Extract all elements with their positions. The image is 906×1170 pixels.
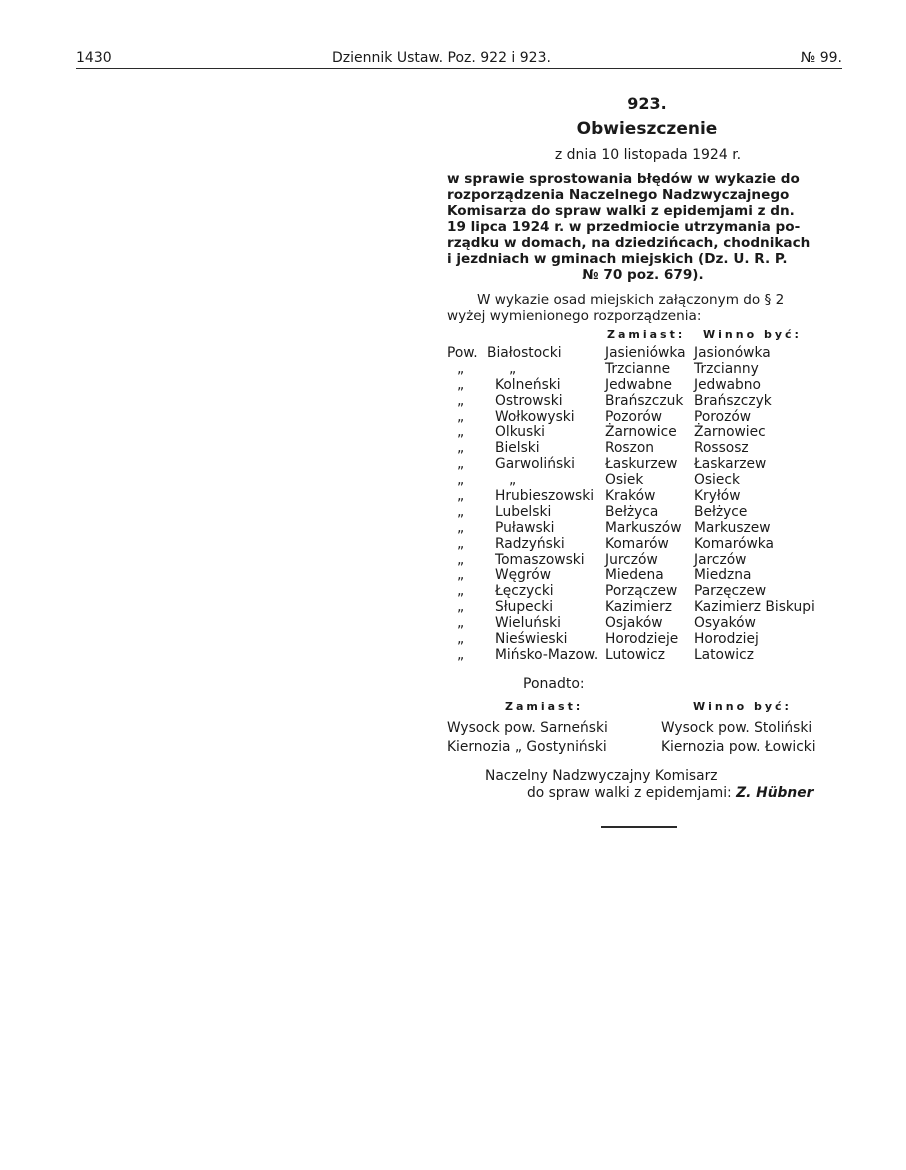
pow-label: „ [457, 615, 465, 632]
instead-value: Osiek [605, 472, 644, 489]
page-header [76, 46, 842, 70]
subject-line: rozporządzenia Naczelnego Nadzwyczajnego [447, 187, 790, 203]
end-divider [601, 826, 677, 828]
instead-value: Jurczów [605, 551, 658, 568]
subject-line: 19 lipca 1924 r. w przedmiocie utrzymania po- [447, 219, 801, 235]
ponadto-should: Kiernozia pow. Łowicki [661, 738, 816, 755]
instead-value: Kazimierz [605, 599, 673, 616]
instead-value: Horodzieje [605, 631, 679, 648]
table-row [447, 553, 839, 569]
pow-label: „ [457, 440, 465, 457]
should-value: Horodziej [694, 631, 759, 648]
powiat-name: Lubelski [495, 503, 552, 520]
table-row [447, 441, 839, 457]
notice-number: 923. [627, 94, 667, 113]
pow-label: „ [457, 503, 465, 520]
issue-number: № 99. [800, 50, 842, 66]
pow-label: „ [457, 376, 465, 393]
pow-label: „ [457, 535, 465, 552]
table-row [447, 648, 839, 664]
instead-value: Jedwabne [605, 376, 673, 393]
should-value: Markuszew [694, 519, 771, 536]
table-row [447, 346, 839, 362]
corrections-table [447, 326, 839, 664]
intro-line: W wykazie osad miejskich załączonym do § 2 [477, 292, 785, 308]
notice-subject [447, 171, 839, 283]
should-value: Porozów [694, 408, 752, 425]
pow-label: „ [457, 631, 465, 648]
notice-date: z dnia 10 listopada 1924 r. [554, 147, 742, 163]
ponadto-header [447, 696, 839, 718]
ponadto-row [447, 739, 839, 756]
journal-title: Dziennik Ustaw. Poz. 922 i 923. [332, 50, 551, 66]
subject-line: № 70 poz. 679). [582, 267, 704, 283]
pow-label: „ [457, 583, 465, 600]
should-value: Jedwabno [694, 376, 761, 393]
instead-value: Jasieniówka [605, 345, 686, 361]
header-divider [76, 68, 842, 69]
powiat-name: Kolneński [495, 376, 561, 393]
table-body [447, 346, 839, 664]
subject-line: i jezdniach w gminach miejskich (Dz. U. R. P. [447, 251, 788, 267]
powiat-name: Mińsko-Mazow. [495, 646, 599, 663]
table-row [447, 425, 839, 441]
should-value: Osyaków [694, 615, 756, 632]
table-row [447, 600, 839, 616]
signature-line2: do spraw walki z epidemjami: [527, 784, 732, 801]
powiat-name: „ [509, 472, 517, 489]
powiat-name: Białostocki [487, 345, 562, 361]
ponadto-instead: Kiernozia „ Gostyniński [447, 738, 607, 755]
col-header-instead: Zamiast: [607, 328, 686, 341]
instead-value: Miedena [605, 567, 664, 584]
table-row [447, 394, 839, 410]
instead-value: Trzcianne [605, 360, 671, 377]
should-value: Jarczów [694, 551, 747, 568]
page-number: 1430 [76, 50, 112, 66]
ponadto-instead: Wysock pow. Sarneński [447, 719, 608, 736]
should-value: Miedzna [694, 567, 752, 584]
ponadto-should: Wysock pow. Stoliński [661, 719, 813, 736]
instead-value: Lutowicz [605, 646, 665, 663]
ponadto-label: Ponadto: [523, 675, 585, 692]
powiat-name: Garwoliński [495, 456, 575, 473]
should-value: Żarnowiec [694, 424, 766, 441]
powiat-name: Puławski [495, 519, 555, 536]
instead-value: Brańszczuk [605, 392, 684, 409]
col-header-should: Winno być: [703, 328, 802, 341]
table-row [447, 521, 839, 537]
should-value: Latowicz [694, 646, 754, 663]
table-row [447, 505, 839, 521]
powiat-name: Wieluński [495, 615, 561, 632]
powiat-name: „ [509, 360, 517, 377]
pow-label: „ [457, 567, 465, 584]
notice-title: Obwieszczenie [576, 119, 718, 139]
ponadto-col-instead: Zamiast: [505, 699, 584, 713]
powiat-name: Hrubieszowski [495, 488, 595, 505]
pow-label: „ [457, 360, 465, 377]
pow-label: „ [457, 424, 465, 441]
table-row [447, 378, 839, 394]
instead-value: Pozorów [605, 408, 663, 425]
powiat-name: Tomaszowski [495, 551, 585, 568]
subject-line: w sprawie sprostowania błędów w wykazie do [447, 171, 800, 187]
table-row [447, 616, 839, 632]
powiat-name: Łęczycki [495, 583, 554, 600]
instead-value: Komarów [605, 535, 669, 552]
should-value: Jasionówka [694, 345, 771, 361]
table-row [447, 457, 839, 473]
pow-label: „ [457, 472, 465, 489]
powiat-name: Węgrów [495, 567, 551, 584]
table-row [447, 473, 839, 489]
instead-value: Porzączew [605, 583, 678, 600]
table-header [447, 326, 839, 346]
should-value: Brańszczyk [694, 392, 772, 409]
instead-value: Roszon [605, 440, 655, 457]
signature-line1: Naczelny Nadzwyczajny Komisarz [485, 767, 718, 784]
pow-label: „ [457, 551, 465, 568]
subject-line: rządku w domach, na dziedzińcach, chodnikach [447, 235, 811, 251]
instead-value: Markuszów [605, 519, 682, 536]
instead-value: Żarnowice [605, 424, 677, 441]
should-value: Kazimierz Biskupi [694, 599, 815, 616]
table-row [447, 537, 839, 553]
should-value: Kryłów [694, 488, 741, 505]
table-row [447, 632, 839, 648]
pow-label: Pow. [447, 345, 478, 361]
powiat-name: Ostrowski [495, 392, 563, 409]
powiat-name: Wołkowyski [495, 408, 575, 425]
pow-label: „ [457, 599, 465, 616]
should-value: Trzcianny [694, 360, 759, 377]
powiat-name: Nieświeski [495, 631, 568, 648]
signature-name: Z. Hübner [736, 784, 814, 801]
subject-line: Komisarza do spraw walki z epidemjami z dn. [447, 203, 795, 219]
pow-label: „ [457, 519, 465, 536]
intro-line: wyżej wymienionego rozporządzenia: [447, 308, 702, 324]
powiat-name: Słupecki [495, 599, 554, 616]
ponadto-row [447, 720, 839, 737]
pow-label: „ [457, 456, 465, 473]
should-value: Osieck [694, 472, 740, 489]
notice-column [447, 94, 839, 802]
should-value: Parzęczew [694, 583, 767, 600]
should-value: Bełżyce [694, 503, 748, 520]
powiat-name: Olkuski [495, 424, 546, 441]
signature-block [447, 768, 839, 802]
table-row [447, 489, 839, 505]
pow-label: „ [457, 408, 465, 425]
pow-label: „ [457, 488, 465, 505]
pow-label: „ [457, 646, 465, 663]
powiat-name: Radzyński [495, 535, 565, 552]
should-value: Łaskarzew [694, 456, 767, 473]
should-value: Komarówka [694, 535, 774, 552]
table-row [447, 568, 839, 584]
instead-value: Bełżyca [605, 503, 659, 520]
powiat-name: Bielski [495, 440, 540, 457]
intro-text [447, 292, 839, 324]
pow-label: „ [457, 392, 465, 409]
instead-value: Łaskurzew [605, 456, 678, 473]
should-value: Rossosz [694, 440, 749, 457]
instead-value: Kraków [605, 488, 656, 505]
table-row [447, 584, 839, 600]
table-row [447, 362, 839, 378]
instead-value: Osjaków [605, 615, 663, 632]
ponadto-col-should: Winno być: [693, 699, 792, 713]
